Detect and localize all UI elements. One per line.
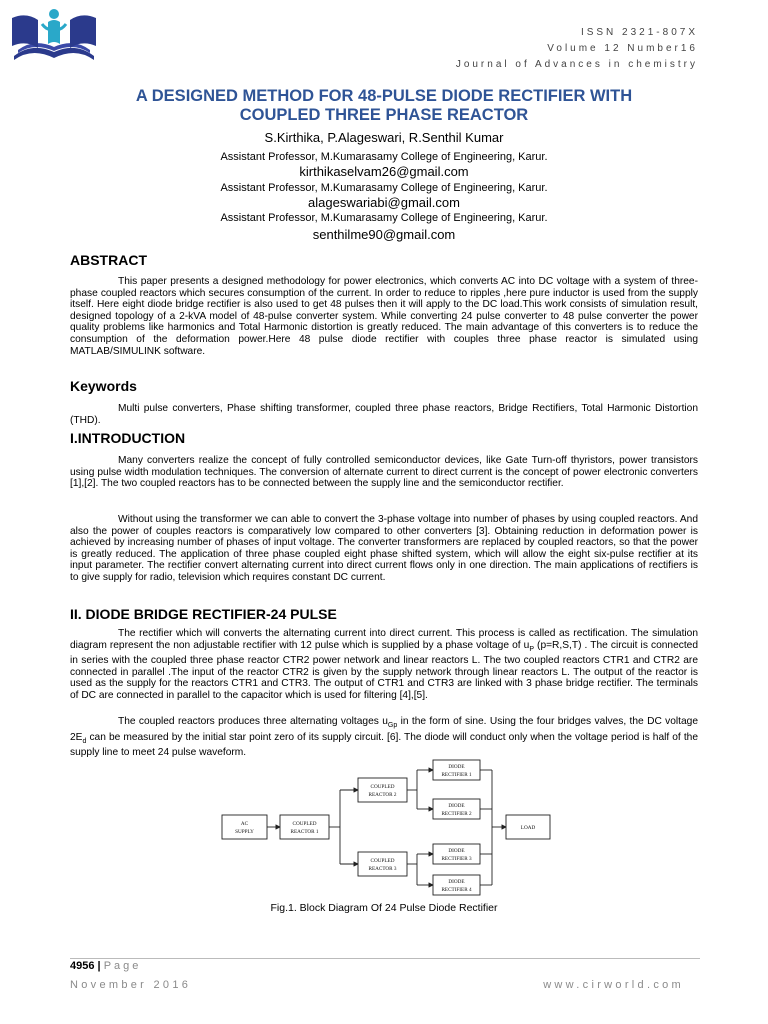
svg-text:AC: AC [240, 821, 249, 827]
svg-text:RECTIFIER 1: RECTIFIER 1 [441, 772, 472, 778]
svg-text:REACTOR 3: REACTOR 3 [368, 866, 397, 872]
keywords-heading: Keywords [70, 378, 137, 394]
section-2-heading: II. DIODE BRIDGE RECTIFIER-24 PULSE [70, 606, 337, 622]
author-email-1: kirthikaselvam26@gmail.com [299, 164, 469, 179]
svg-text:REACTOR 1: REACTOR 1 [290, 829, 319, 835]
figure-caption: Fig.1. Block Diagram Of 24 Pulse Diode Rectifier [270, 902, 498, 914]
block-diagram [210, 752, 560, 898]
publication-date: November 2016 [70, 979, 192, 991]
paper-title [60, 87, 708, 125]
intro-paragraph-1: Many converters realize the concept of fully controlled semiconductor devices, like Gate Turn-off thyristors, power transistors using pulse width modulation techniques. The conversion of alternate current to direct current is the concept of power electronic converters [1],[2]. The two coupled reactors has to be connected between the supply line and the semiconductor rectifier. [70, 455, 698, 490]
svg-text:DIODE: DIODE [448, 879, 465, 885]
intro-paragraph-2: Without using the transformer we can able to convert the 3-phase voltage into number of phases by using coupled reactors. And also the power of couples reactors is comparatively low compared to other converters [3]. Obtaining reduction in deformation power is achieved by increasing number of phases of input voltage. The converter transformers are replaced by coupled reactors, so that the power is greatly reduced. The application of three phase coupled eight phase shifted system, which will allow the eight six-pulse rectifier at its input parameter. The rectifier convert alternating current into direct current flows only in one direction. The main applications of rectifiers is to give supply for radio, television which requires constant DC current. [70, 514, 698, 583]
svg-text:LOAD: LOAD [520, 825, 536, 831]
coupled-reactor-1-block [280, 815, 329, 839]
coupled-reactor-2-block [358, 778, 407, 802]
svg-text:COUPLED: COUPLED [292, 821, 317, 827]
svg-text:RECTIFIER 4: RECTIFIER 4 [441, 887, 472, 893]
website-link[interactable]: www.cirworld.com [543, 979, 684, 991]
affiliation-1: Assistant Professor, M.Kumarasamy College of Engineering, Karur. [220, 151, 548, 163]
abstract-text: This paper presents a designed methodology for power electronics, which converts AC into DC voltage with a system of three-phase coupled reactors which secures consumption of the current. In order to reduce to ripples ,here pure inductor is used from the supply itself. Here eight diode bridge rectifier is also used to get 48 pulses then it will apply to the DC load.This work consists of simulation result, designed topology of a 2-kVA model of 48-pulse converter system. While converting 24 pulse converter to 48 pulse converter the power quality problems like harmonics and Total Harmonic distortion is greatly reduced. The main advantage of this converters is to reduce the consumption of the deformation power.Here 48 pulse diode rectifier with couples three phase reactor is simulated using MATLAB/SIMULINK software. [70, 276, 698, 357]
author-email-2: alageswariabi@gmail.com [308, 195, 460, 210]
author-list: S.Kirthika, P.Alageswari, R.Senthil Kumar [264, 130, 504, 145]
abstract-heading: ABSTRACT [70, 252, 147, 268]
title-line-1: A DESIGNED METHOD FOR 48-PULSE DIODE RECTIFIER WITH [135, 87, 633, 105]
svg-text:REACTOR 2: REACTOR 2 [368, 792, 397, 798]
volume-text: Volume 12 Number16 [547, 43, 698, 54]
svg-text:RECTIFIER 2: RECTIFIER 2 [441, 811, 472, 817]
journal-logo [8, 2, 100, 66]
intro-heading: I.INTRODUCTION [70, 430, 186, 446]
svg-text:DIODE: DIODE [448, 848, 465, 854]
affiliation-2: Assistant Professor, M.Kumarasamy College of Engineering, Karur. [220, 182, 548, 194]
issn-text: ISSN 2321-807X [580, 27, 698, 38]
svg-text:SUPPLY: SUPPLY [235, 829, 254, 835]
ac-supply-block [222, 815, 267, 839]
section-2-paragraph-1: The rectifier which will converts the alternating current into direct current. This process is called as rectification. The simulation diagram represent the non adjustable rectifier with 12 pulse which is supplied by a phase voltage of $u_P$ (p=R,S,T) . The circuit is connected in series with the coupled three phase reactor CTR2 power network and linear reactors L. The two coupled reactors CTR1 and CTR2 are connected in parallel .The input of the reactor CTR2 is given by the supply network through linear reactors L. The output of the reactor is used as the supply for the reactors CTR1 and CTR3. The output of CTR1 and CTR3 are linked with 3 phase bridge rectifier. The terminals of DC are connected in parallel to the capacitor which is used for filtering [4],[5]. [70, 628, 698, 701]
svg-text:DIODE: DIODE [448, 803, 465, 809]
svg-text:COUPLED: COUPLED [370, 858, 395, 864]
page-number: 4956 | Page [70, 960, 142, 972]
svg-text:RECTIFIER 3: RECTIFIER 3 [441, 856, 472, 862]
svg-text:DIODE: DIODE [448, 764, 465, 770]
affiliation-3: Assistant Professor, M.Kumarasamy College of Engineering, Karur. [220, 212, 548, 224]
section-2-paragraph-2: The coupled reactors produces three alternating voltages $u_{Gp}$ in the form of sine. Using the four bridges valves, the DC voltage $2E_d$ can be measured by the initial star point zero of its supply circuit. [6]. The diode will conduct only when the voltage period is half of the supply line to meet 24 pulse waveform. [70, 716, 699, 759]
title-line-2: COUPLED THREE PHASE REACTOR [239, 106, 529, 124]
svg-text:COUPLED: COUPLED [370, 784, 395, 790]
author-email-3: senthilme90@gmail.com [312, 227, 456, 242]
coupled-reactor-3-block [358, 852, 407, 876]
keywords-text: Multi pulse converters, Phase shifting transformer, coupled three phase reactors, Bridge Rectifiers, Total Harmonic Distortion (THD). [70, 403, 698, 426]
footer-divider [70, 958, 700, 959]
journal-name: Journal of Advances in chemistry [455, 59, 698, 70]
